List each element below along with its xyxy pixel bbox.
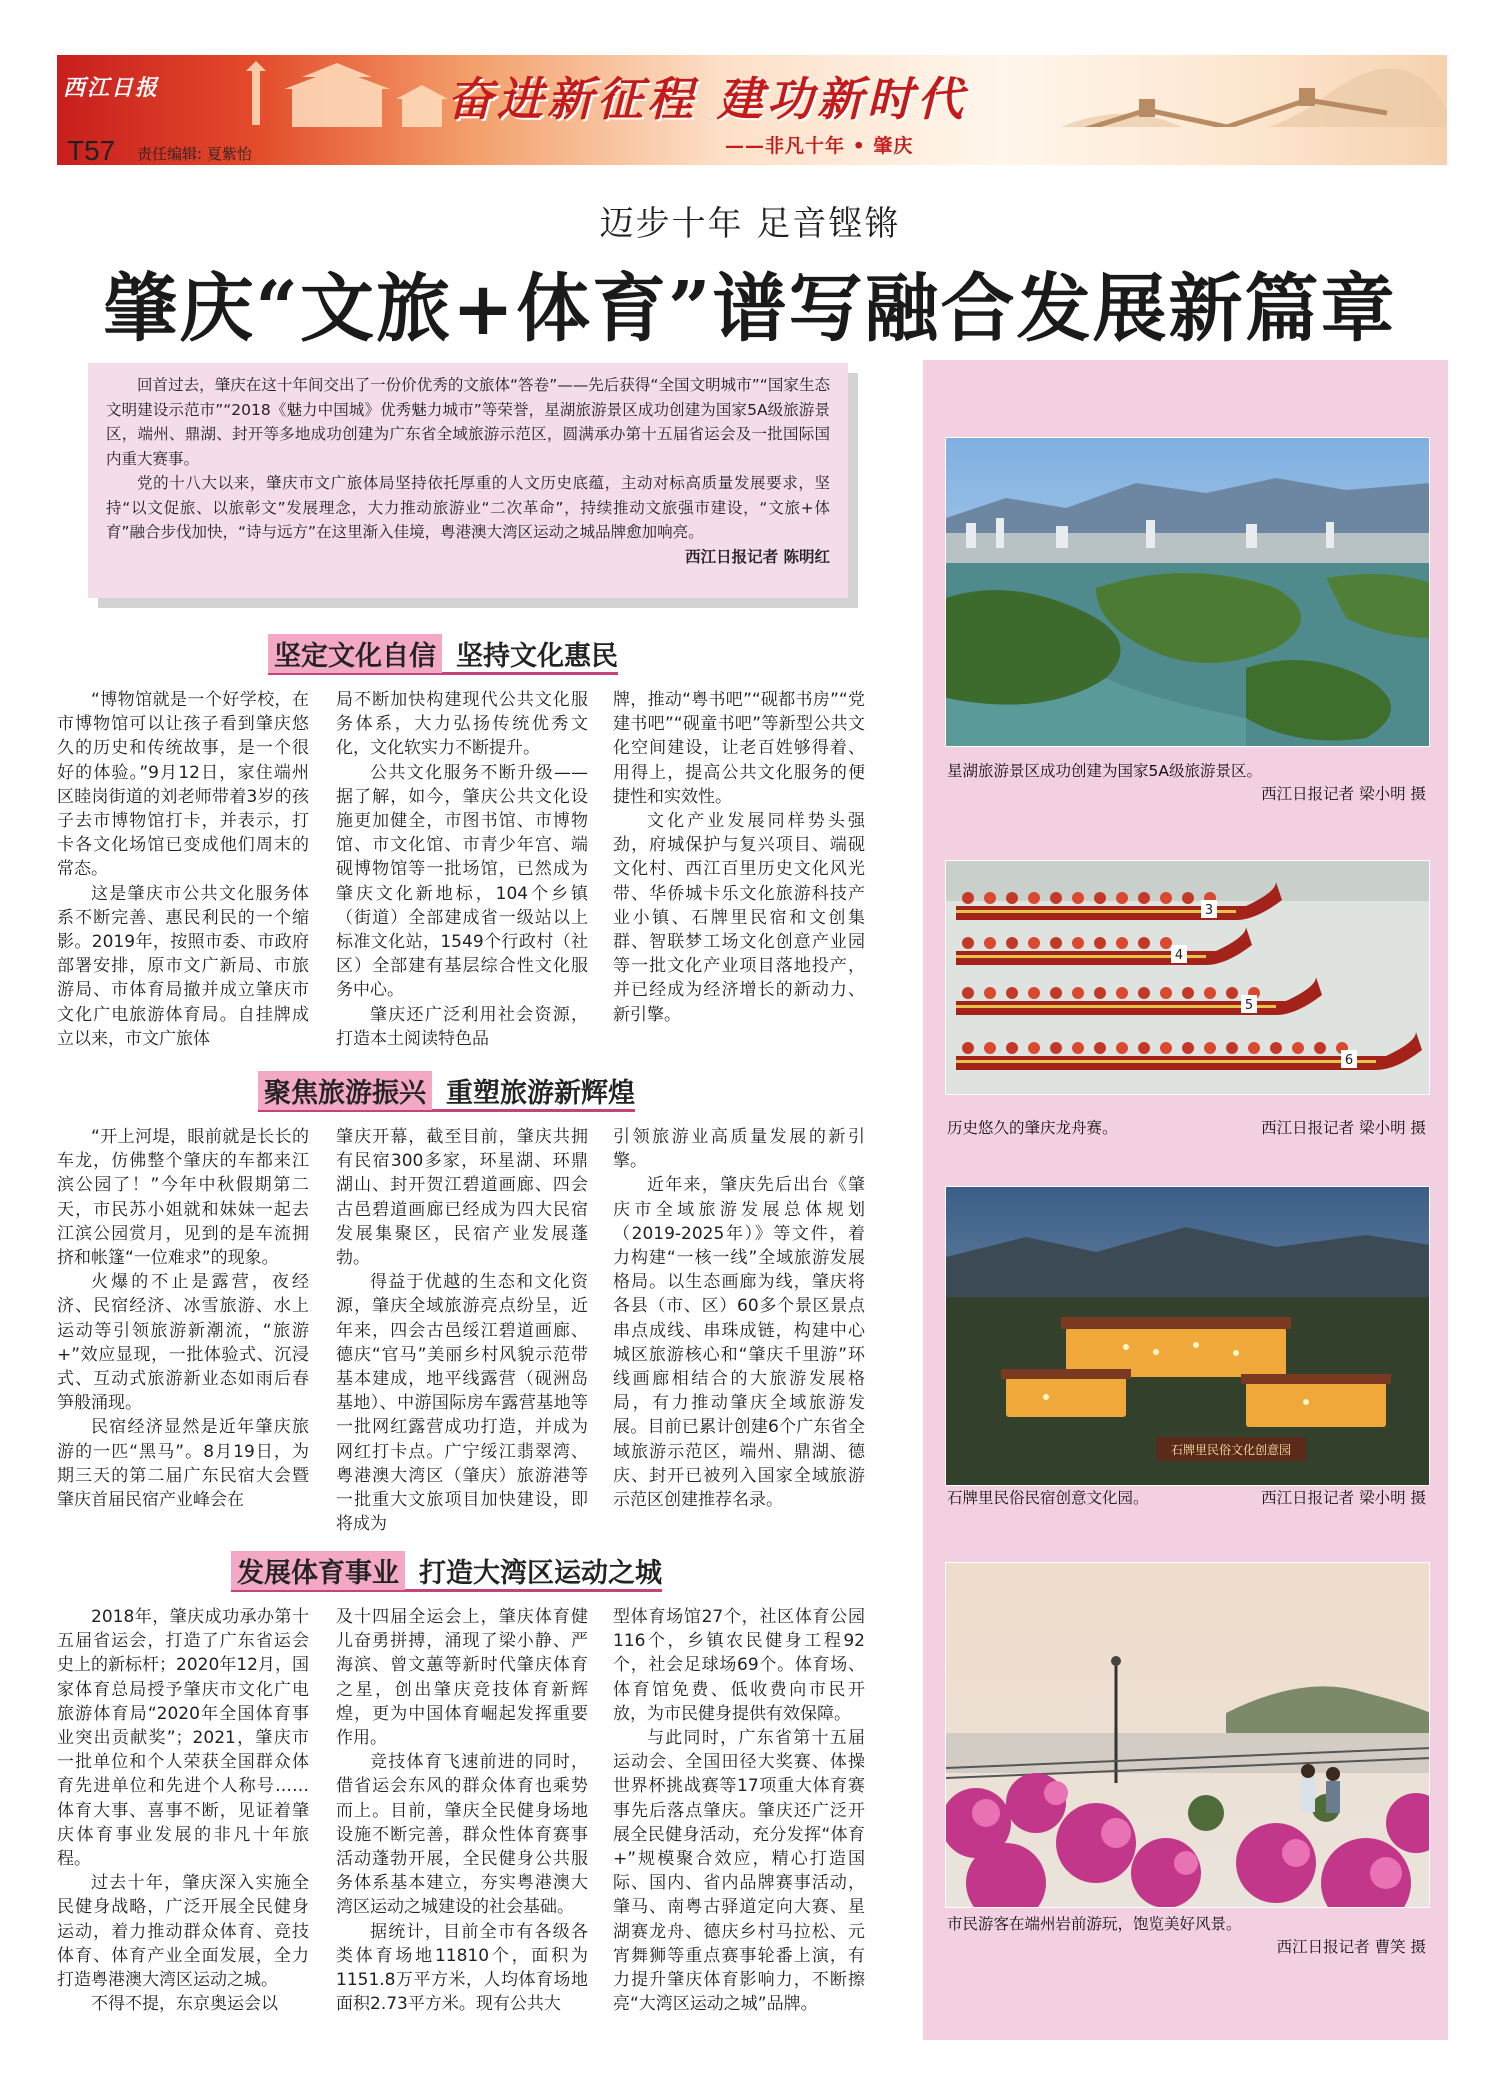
photo-credit: 西江日报记者 梁小明 摄 — [1261, 785, 1426, 803]
column-culture-1 — [57, 688, 309, 1051]
caption-text: 市民游客在端州岩前游玩，饱览美好风景。 — [947, 1915, 1242, 1933]
column-culture-2 — [336, 688, 588, 1051]
dragon-boat-image — [946, 861, 1430, 1095]
page-number: T57 — [67, 135, 116, 166]
paragraph: 竞技体育飞速前进的同时，借省运会东风的群众体育也乘势而上。目前，肇庆全民健身场地设施不断完善，群众性体育赛事活动蓬勃开展，全民健身公共服务体系基本建立，夯实粤港澳大湾区运动之城建设的社会基础。 — [336, 1752, 588, 1918]
header-banner — [57, 55, 1447, 127]
section-heading-sports — [231, 1552, 662, 1592]
paragraph: 过去十年，肇庆深入实施全民健身战略，广泛开展全民健身运动，着力推动群众体育、竞技体育、体育产业全面发展，全力打造粤港澳大湾区运动之城。 — [57, 1873, 309, 1991]
article-kicker: 迈步十年 足音铿锵 — [599, 204, 901, 244]
paragraph: 2018年，肇庆成功承办第十五届省运会，打造了广东省运会史上的新标杆；2020年12月，国家体育总局授予肇庆市文化广电旅游体育局“2020年全国体育事业突出贡献奖”；2021，肇庆市一批单位和个人荣获全国群众体育先进单位和先进个人称号……体育大事、喜事不断，见证着肇庆体育事业发展的非凡十年旅程。 — [57, 1607, 309, 1870]
lake-landscape-image — [946, 438, 1430, 747]
boat-number: 4 — [1174, 948, 1184, 963]
boat-number: 3 — [1204, 903, 1214, 918]
paragraph: 这是肇庆市公共文化服务体系不断完善、惠民利民的一个缩影。2019年，按照市委、市政府部署安排，原市文广新局、市旅游局、市体育局撤并成立肇庆市文化广电旅游体育局。自挂牌成立以来，市文广旅体 — [57, 883, 309, 1049]
section-heading-tourism — [258, 1072, 635, 1112]
photo-caption — [947, 1487, 1430, 1511]
section-heading-highlight: 发展体育事业 — [231, 1551, 405, 1590]
paragraph: 公共文化服务不断升级——据了解，如今，肇庆公共文化设施更加健全，市图书馆、市博物馆、市文化馆、市青少年宫、端砚博物馆等一批场馆，已然成为肇庆文化新地标，104个乡镇（街道）全部建成省一级站以上标准文化站，1549个行政村（社区）全部建有基层综合性文化服务中心。 — [336, 762, 588, 1001]
photo-yanqian-riverside — [945, 1562, 1430, 1908]
photo-shipaili-park — [945, 1186, 1430, 1486]
section-heading-text: 坚持文化惠民 — [456, 641, 618, 672]
photo-caption — [947, 1117, 1430, 1141]
lead-paragraph: 回首过去，肇庆在这十年间交出了一份价优秀的文旅体“答卷”——先后获得“全国文明城市”“国家生态文明建设示范市”“2018《魅力中国城》优秀魅力城市”等荣誉，星湖旅游景区成功创建为国家5A级旅游景区，端州、鼎湖、封开等多地成功创建为广东省全域旅游示范区，圆满承办第十五届省运会及一批国际国内重大赛事。 — [106, 376, 830, 468]
article-headline: 肇庆“文旅+体育”谱写融合发展新篇章 — [103, 266, 1397, 352]
photo-xinghu-lake — [945, 437, 1430, 747]
paragraph: 肇庆开幕，截至目前，肇庆共拥有民宿300多家，环星湖、环鼎湖山、封开贺江碧道画廊、四会古邑碧道画廊已经成为四大民宿发展集聚区，民宿产业发展蓬勃。 — [336, 1127, 588, 1269]
paragraph: 型体育场馆27个，社区体育公园116个，乡镇农民健身工程92个，社会足球场69个。体育场、体育馆免费、低收费向市民开放，为市民健身提供有效保障。 — [613, 1607, 865, 1724]
column-sports-3 — [613, 1605, 865, 2016]
caption-text: 历史悠久的肇庆龙舟赛。 — [947, 1119, 1118, 1137]
night-village-image — [946, 1187, 1430, 1486]
column-culture-3 — [613, 688, 865, 1027]
section-heading-highlight: 坚定文化自信 — [268, 634, 442, 673]
caption-text: 星湖旅游景区成功创建为国家5A级旅游景区。 — [947, 762, 1262, 780]
section-heading-culture — [268, 635, 618, 675]
riverside-flowers-image — [946, 1563, 1430, 1908]
photo-caption — [947, 1913, 1430, 1959]
paragraph: 得益于优越的生态和文化资源，肇庆全域旅游亮点纷呈，近年来，四会古邑绥江碧道画廊、德庆“官马”美丽乡村风貌示范带基本建成，地平线露营（砚洲岛基地）、中游国际房车露营基地等一批网红露营成功打造，并成为网红打卡点。广宁绥江翡翠湾、粤港澳大湾区（肇庆）旅游港等一批重大文旅项目加快建设，即将成为 — [336, 1272, 588, 1535]
newspaper-logo: 西江日报 — [63, 75, 160, 101]
editor-credit: 责任编辑: 夏紫怡 — [137, 145, 252, 163]
photo-credit: 西江日报记者 梁小明 摄 — [1261, 1119, 1426, 1137]
lead-paragraph-box — [88, 363, 848, 598]
paragraph: 肇庆还广泛利用社会资源，打造本土阅读特色品 — [336, 1004, 588, 1049]
park-sign: 石牌里民俗文化创意园 — [1170, 1443, 1292, 1457]
section-heading-text: 打造大湾区运动之城 — [419, 1558, 662, 1589]
paragraph: 及十四届全运会上，肇庆体育健儿奋勇拼搏，涌现了梁小静、严海滨、曾文蕙等新时代肇庆体育之星，创出肇庆竞技体育新辉煌，更为中国体育崛起发挥重要作用。 — [336, 1607, 588, 1749]
page-header — [57, 55, 1447, 165]
column-tourism-1 — [57, 1125, 309, 1512]
paragraph: “开上河堤，眼前就是长长的车龙，仿佛整个肇庆的车都来江滨公园了！”今年中秋假期第二天，市民苏小姐就和妹妹一起去江滨公园赏月，见到的是车流拥挤和帐篷“一位难求”的现象。 — [57, 1127, 309, 1269]
paragraph: 引领旅游业高质量发展的新引擎。 — [613, 1127, 865, 1172]
paragraph: 据统计，目前全市有各级各类体育场地11810个，面积为1151.8万平方米，人均体育场地面积2.73平方米。现有公共大 — [336, 1921, 588, 2015]
paragraph: 近年来，肇庆先后出台《肇庆市全域旅游发展总体规划（2019-2025年）》等文件，着力构建“一核一线”全域旅游发展格局。以生态画廊为线，肇庆将各县（市、区）60多个景区景点串点成线、串珠成链，构建中心城区旅游核心和“肇庆千里游”环线画廊相结合的大旅游发展格局，有力推动肇庆全域旅游发展。目前已累计创建6个广东省全域旅游示范区，端州、鼎湖、德庆、封开已被列入国家全域旅游示范区创建推荐名录。 — [613, 1175, 865, 1511]
slogan: 奋进新征程 建功新时代 — [447, 72, 968, 126]
sub-slogan: ——非凡十年 • 肇庆 — [725, 135, 914, 157]
byline: 西江日报记者 陈明红 — [685, 547, 830, 566]
photo-credit: 西江日报记者 曹笑 摄 — [1276, 1938, 1426, 1956]
boat-number: 5 — [1244, 998, 1254, 1013]
photo-credit: 西江日报记者 梁小明 摄 — [1261, 1489, 1426, 1507]
column-tourism-2 — [336, 1125, 588, 1536]
paragraph: 牌，推动“粤书吧”“砚都书房”“党建书吧”“砚童书吧”等新型公共文化空间建设，让老百姓够得着、用得上，提高公共文化服务的便捷性和实效性。 — [613, 690, 865, 807]
pagoda-illustration — [232, 57, 452, 127]
paragraph: 文化产业发展同样势头强劲，府城保护与复兴项目、端砚文化村、西江百里历史文化风光带、华侨城卡乐文化旅游科技产业小镇、石牌里民宿和文创集群、智联梦工场文化创意产业园等一批文化产业项目落地投产，并已经成为经济增长的新动力、新引擎。 — [613, 811, 865, 1025]
photo-caption — [947, 760, 1430, 806]
section-heading-highlight: 聚焦旅游振兴 — [258, 1071, 432, 1110]
lead-paragraph: 党的十八大以来，肇庆市文广旅体局坚持依托厚重的人文历史底蕴，主动对标高质量发展要求，坚持“以文促旅、以旅彰文”发展理念，大力推动旅游业“二次革命”，持续推动文旅强市建设，“文旅+体育”融合步伐加快，“诗与远方”在这里渐入佳境，粤港澳大湾区运动之城品牌愈加响亮。 — [106, 474, 830, 541]
paragraph: “博物馆就是一个好学校，在市博物馆可以让孩子看到肇庆悠久的历史和传统故事，是一个很好的体验。”9月12日，家住端州区睦岗街道的刘老师带着3岁的孩子去市博物馆打卡，并表示，打卡各文化场馆已变成他们周末的常态。 — [57, 690, 309, 880]
column-tourism-3 — [613, 1125, 865, 1512]
column-sports-1 — [57, 1605, 309, 2016]
paragraph: 不得不提，东京奥运会以 — [91, 1994, 278, 2015]
photo-dragon-boat — [945, 860, 1430, 1095]
caption-text: 石牌里民俗民宿创意文化园。 — [947, 1489, 1149, 1507]
paragraph: 局不断加快构建现代公共文化服务体系，大力弘扬传统优秀文化，文化软实力不断提升。 — [336, 690, 588, 759]
section-heading-text: 重塑旅游新辉煌 — [446, 1078, 635, 1109]
boat-number: 6 — [1344, 1053, 1354, 1068]
paragraph: 火爆的不止是露营，夜经济、民宿经济、冰雪旅游、水上运动等引领旅游新潮流，“旅游+”效应显现，一批体验式、沉浸式、互动式旅游新业态如雨后春笋般涌现。 — [57, 1272, 309, 1414]
paragraph: 民宿经济显然是近年肇庆旅游的一匹“黑马”。8月19日，为期三天的第二届广东民宿大会暨肇庆首届民宿产业峰会在 — [57, 1417, 309, 1511]
great-wall-illustration — [1027, 55, 1447, 127]
column-sports-2 — [336, 1605, 588, 2016]
paragraph: 与此同时，广东省第十五届运动会、全国田径大奖赛、体操世界杯挑战赛等17项重大体育赛事先后落点肇庆。肇庆还广泛开展全民健身活动，充分发挥“体育+”规模聚合效应，精心打造国际、国内、省内品牌赛事活动，肇马、南粤古驿道定向大赛、星湖赛龙舟、德庆乡村马拉松、元宵舞狮等重点赛事轮番上演，有力提升肇庆体育影响力，不断擦亮“大湾区运动之城”品牌。 — [613, 1728, 865, 2015]
